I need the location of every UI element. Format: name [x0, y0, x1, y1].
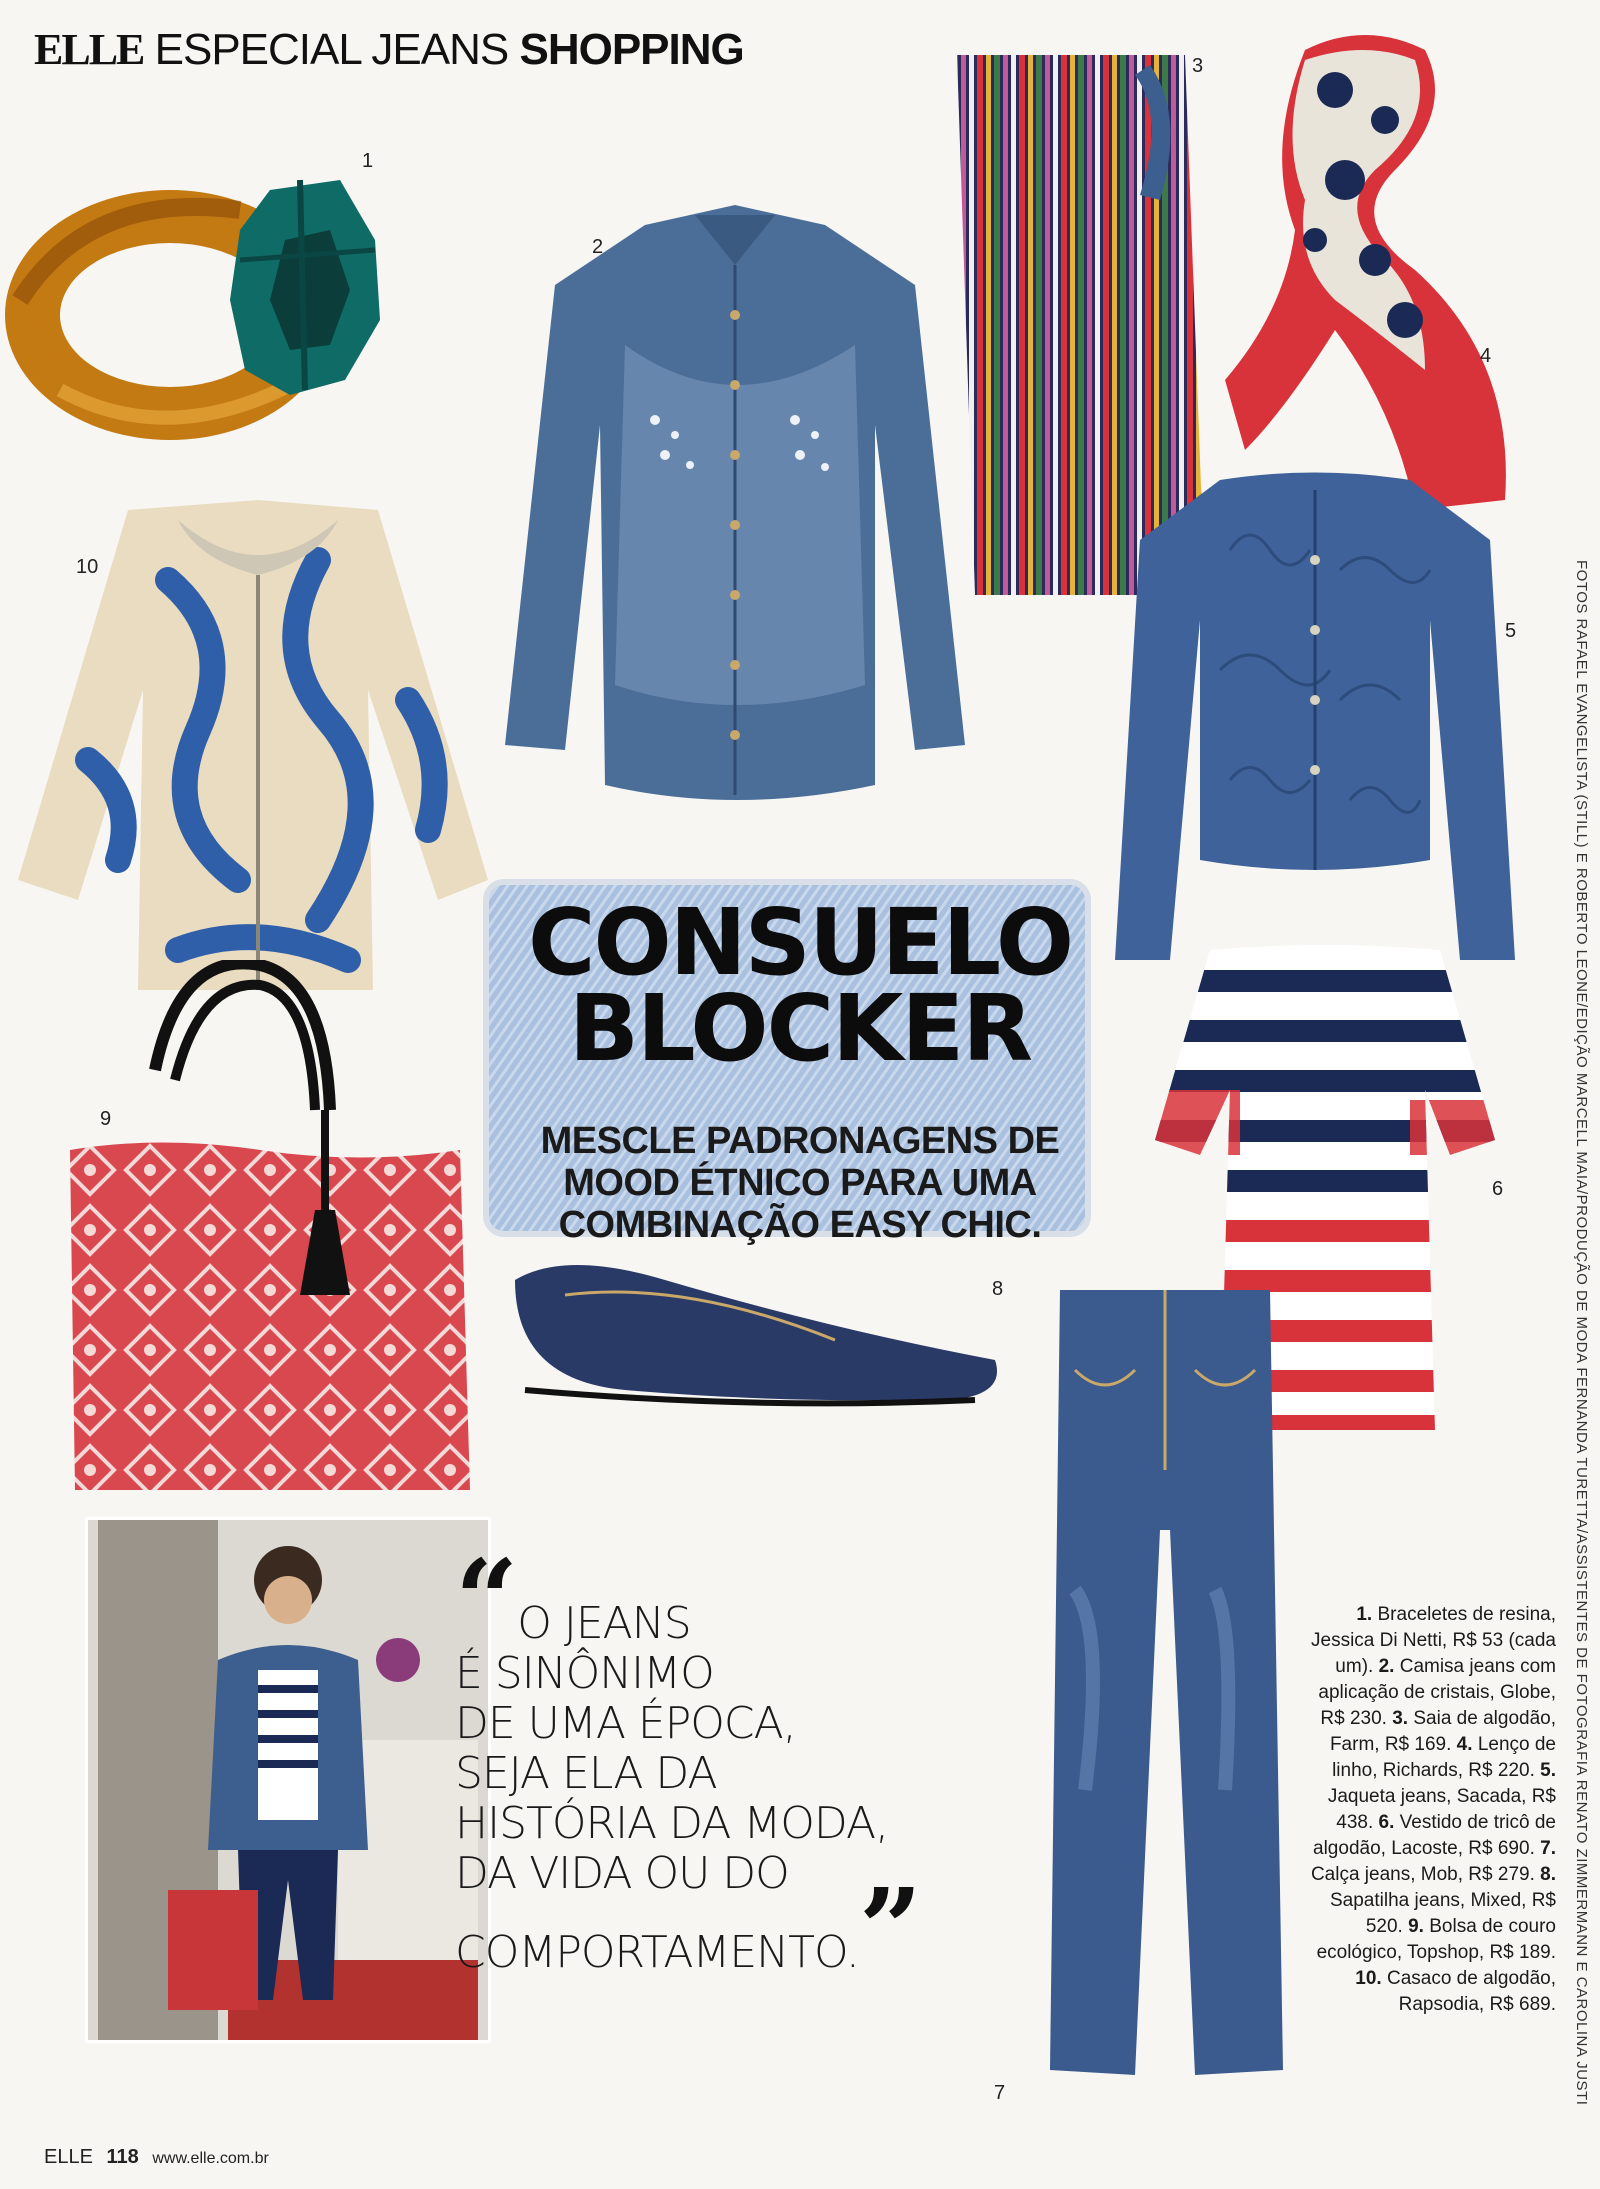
item-number-5: 5 [1505, 620, 1517, 642]
item-number-7: 7 [994, 2082, 1006, 2104]
item-number-8: 8 [992, 1278, 1004, 1300]
quote-line-3: DE UMA ÉPOCA, [455, 1698, 796, 1749]
caption-text: Calça jeans, Mob, R$ 279. [1310, 1864, 1535, 1885]
item-number-4: 4 [1480, 345, 1492, 367]
caption-number: 10. [1355, 1968, 1382, 1989]
quote-line-2: É SINÔNIMO [455, 1648, 714, 1699]
quote-line-5: HISTÓRIA DA MODA, [455, 1798, 889, 1849]
caption-number: 8. [1540, 1864, 1556, 1885]
caption-number: 7. [1540, 1838, 1556, 1859]
product-captions [1306, 1602, 1556, 2018]
feature-subtitle-line-3: COMBINAÇÃO EASY CHIC. [558, 1204, 1042, 1246]
caption-number: 3. [1392, 1708, 1409, 1729]
item-number-9: 9 [100, 1108, 112, 1130]
caption-number: 9. [1408, 1916, 1424, 1937]
caption-number: 1. [1356, 1604, 1373, 1625]
bracelets-photo [0, 130, 400, 490]
quote-line-1: O JEANS [517, 1598, 691, 1649]
caption-text: Jaqueta jeans, Sacada, R$ 438. [1327, 1786, 1556, 1833]
caption-text: Lenço de linho, Richards, R$ 220. [1332, 1734, 1556, 1781]
page-number: 118 [106, 2146, 139, 2168]
photo-credits-text: FOTOS RAFAEL EVANGELISTA (STILL) E ROBERTO LEONE/EDIÇÃO MARCELL MAIA/PRODUÇÃO DE MODA FERNANDA TURETTA/ASSISTENTES DE FOTOGRAFIA RENATO ZIMMERMANN E CAROLINA JUSTI [1573, 560, 1590, 2106]
tote-bag-photo [60, 960, 480, 1500]
item-number-1: 1 [362, 150, 374, 172]
caption-text: Bolsa de couro ecológico, Topshop, R$ 189. [1316, 1916, 1556, 1963]
page-footer [44, 2146, 269, 2169]
footer-brand: ELLE [44, 2146, 93, 2168]
caption-number: 4. [1456, 1734, 1473, 1755]
caption-text: Braceletes de resina, Jessica Di Netti, R$ 53 (cada um). [1311, 1604, 1556, 1677]
feature-subtitle-line-2: MOOD ÉTNICO PARA UMA [563, 1162, 1037, 1204]
caption-number: 6. [1378, 1812, 1395, 1833]
quote-line-6: DA VIDA OU DO [455, 1848, 789, 1899]
feature-subtitle-line-1: MESCLE PADRONAGENS DE [540, 1120, 1060, 1162]
quote-line-4: SEJA ELA DA [455, 1748, 717, 1799]
quote-open-mark: “ [455, 1535, 518, 1664]
caption-text: Casaco de algodão, Rapsodia, R$ 689. [1386, 1968, 1556, 2015]
item-number-2: 2 [592, 236, 604, 258]
feature-subtitle [540, 1120, 1060, 1246]
scarf-photo [1225, 30, 1525, 520]
section-kicker: SHOPPING [519, 25, 744, 74]
feature-title [520, 889, 1080, 1082]
page-header [34, 24, 744, 75]
denim-shirt-photo [495, 205, 975, 805]
portrait-photo [88, 1520, 488, 2040]
denim-jacket-photo [1110, 470, 1520, 980]
ballet-flat-photo [505, 1240, 1005, 1410]
caption-text: Vestido de tricô de algodão, Lacoste, R$ 690. [1313, 1812, 1556, 1859]
feature-title-line-2: BLOCKER [568, 975, 1032, 1082]
quote-close-mark: ” [858, 1864, 922, 1993]
magazine-brand: ELLE [34, 25, 144, 74]
caption-text: Camisa jeans com aplicação de cristais, Globe, R$ 230. [1318, 1656, 1556, 1729]
item-number-3: 3 [1192, 55, 1204, 77]
footer-url: www.elle.com.br [152, 2150, 269, 2167]
item-number-10: 10 [76, 556, 99, 578]
caption-number: 2. [1378, 1656, 1395, 1677]
caption-text: Sapatilha jeans, Mixed, R$ 520. [1329, 1890, 1556, 1937]
pull-quote [455, 1535, 955, 1993]
photo-credits [1572, 560, 1594, 2160]
item-number-6: 6 [1492, 1178, 1504, 1200]
caption-number: 5. [1540, 1760, 1556, 1781]
bootcut-jeans-photo [1045, 1290, 1285, 2080]
section-title: ESPECIAL JEANS [154, 25, 509, 74]
feature-title-line-1: CONSUELO [527, 889, 1073, 996]
quote-line-7: COMPORTAMENTO. [455, 1927, 859, 1978]
caption-text: Saia de algodão, Farm, R$ 169. [1329, 1708, 1556, 1755]
